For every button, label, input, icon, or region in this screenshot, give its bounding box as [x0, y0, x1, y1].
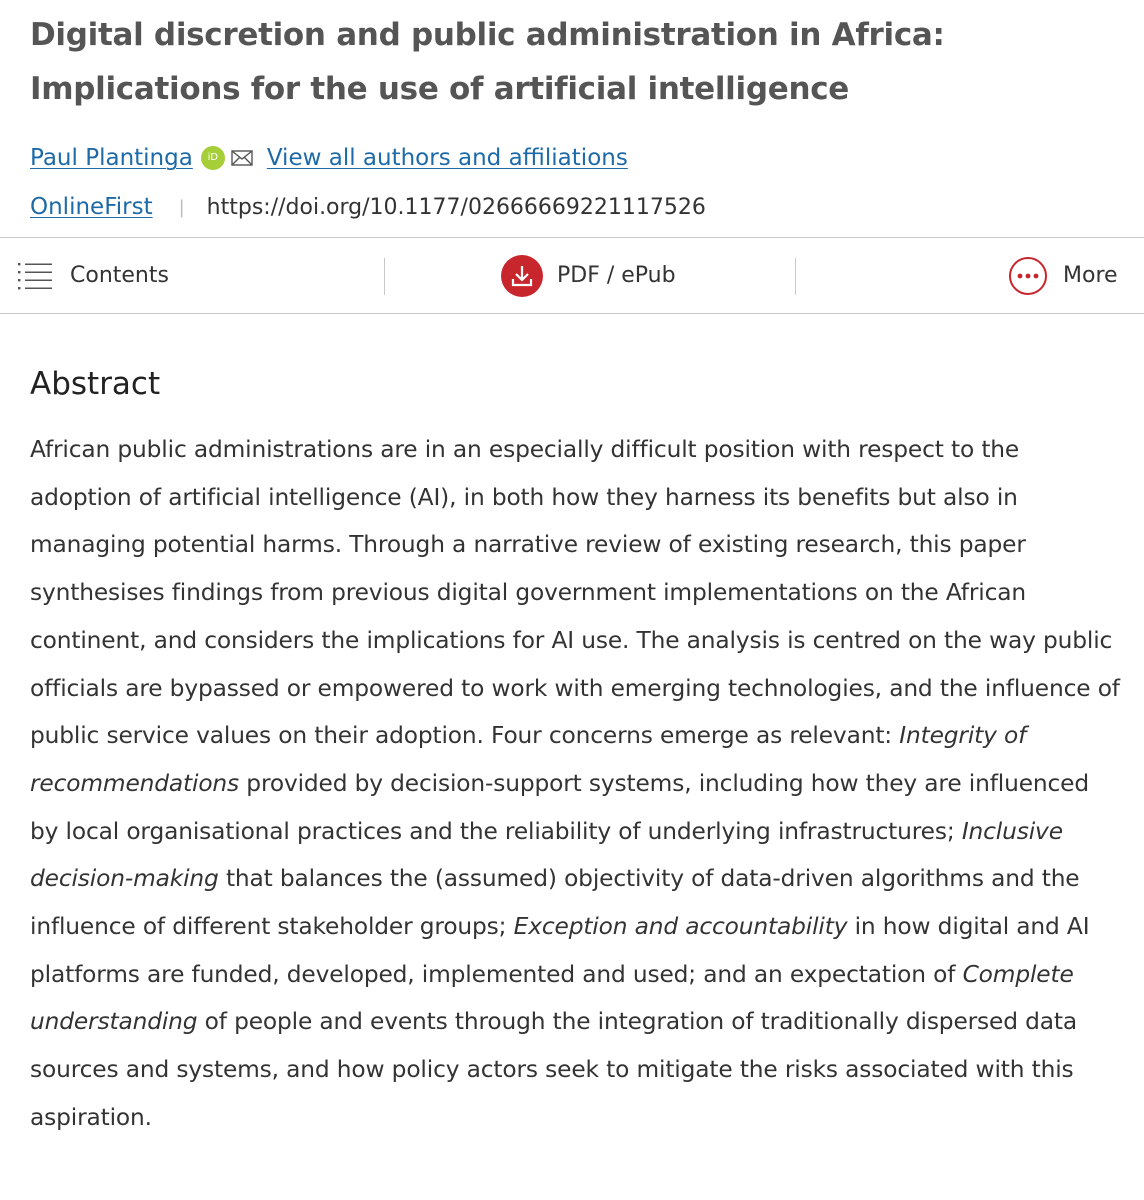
- abstract-segment: of people and events through the integration of traditionally dispersed data sources and systems, and how policy actors seek to mitigate the risks associated with this aspiration.: [30, 1008, 1077, 1131]
- abstract-segment: provided by decision-support systems, including how they are influenced by local organisational practices and the reliability of underlying infrastructures;: [30, 769, 1089, 845]
- abstract-text: [30, 426, 1120, 1142]
- abstract-segment: African public administrations are in an especially difficult position with respect to the adoption of artificial intelligence (AI), in both how they harness its benefits but also in managing potential harms. Through a narrative review of existing research, this paper synthesises findings from previous digital government implementations on the African continent, and considers the implications for AI use. The analysis is centred on the way public officials are bypassed or empowered to work with emerging technologies, and the influence of public service values on their adoption. Four concerns emerge as relevant:: [30, 436, 1120, 750]
- onlinefirst-link[interactable]: OnlineFirst: [30, 194, 153, 220]
- contents-label: Contents: [70, 263, 169, 288]
- more-dots-icon: [1009, 257, 1047, 295]
- orcid-icon[interactable]: iD: [201, 146, 225, 170]
- abstract-emphasis: Complete understanding: [30, 960, 1074, 1036]
- author-link[interactable]: Paul Plantinga: [30, 145, 193, 171]
- abstract-emphasis: Exception and accountability: [513, 913, 848, 941]
- abstract-heading: Abstract: [30, 366, 161, 402]
- view-all-authors-link[interactable]: View all authors and affiliations: [266, 145, 628, 171]
- meta-separator: |: [178, 196, 185, 218]
- doi-text[interactable]: https://doi.org/10.1177/02666669221117526: [206, 194, 706, 220]
- contents-button[interactable]: [18, 238, 169, 313]
- pdf-epub-label: PDF / ePub: [557, 263, 676, 288]
- pdf-epub-button[interactable]: [501, 238, 676, 313]
- toolbar-divider: [384, 258, 385, 295]
- list-icon: [18, 262, 52, 290]
- download-icon: [501, 255, 543, 297]
- abstract-emphasis: Integrity of recommendations: [30, 722, 1027, 797]
- article-toolbar: [0, 237, 1144, 314]
- more-button[interactable]: [1009, 238, 1118, 313]
- toolbar-divider: [795, 258, 796, 295]
- abstract-segment: in how digital and AI platforms are funded, developed, implemented and used; and an expectation of: [30, 913, 1090, 988]
- more-label: More: [1063, 263, 1118, 288]
- article-meta-row: [30, 189, 706, 225]
- abstract-emphasis: Inclusive decision-making: [30, 817, 1063, 893]
- mail-icon[interactable]: [231, 149, 253, 167]
- article-title: Digital discretion and public administration in Africa: Implications for the use of artificial intelligence: [30, 17, 945, 107]
- author-row: [30, 140, 628, 176]
- abstract-segment: that balances the (assumed) objectivity of data-driven algorithms and the influence of different stakeholder groups;: [30, 865, 1080, 941]
